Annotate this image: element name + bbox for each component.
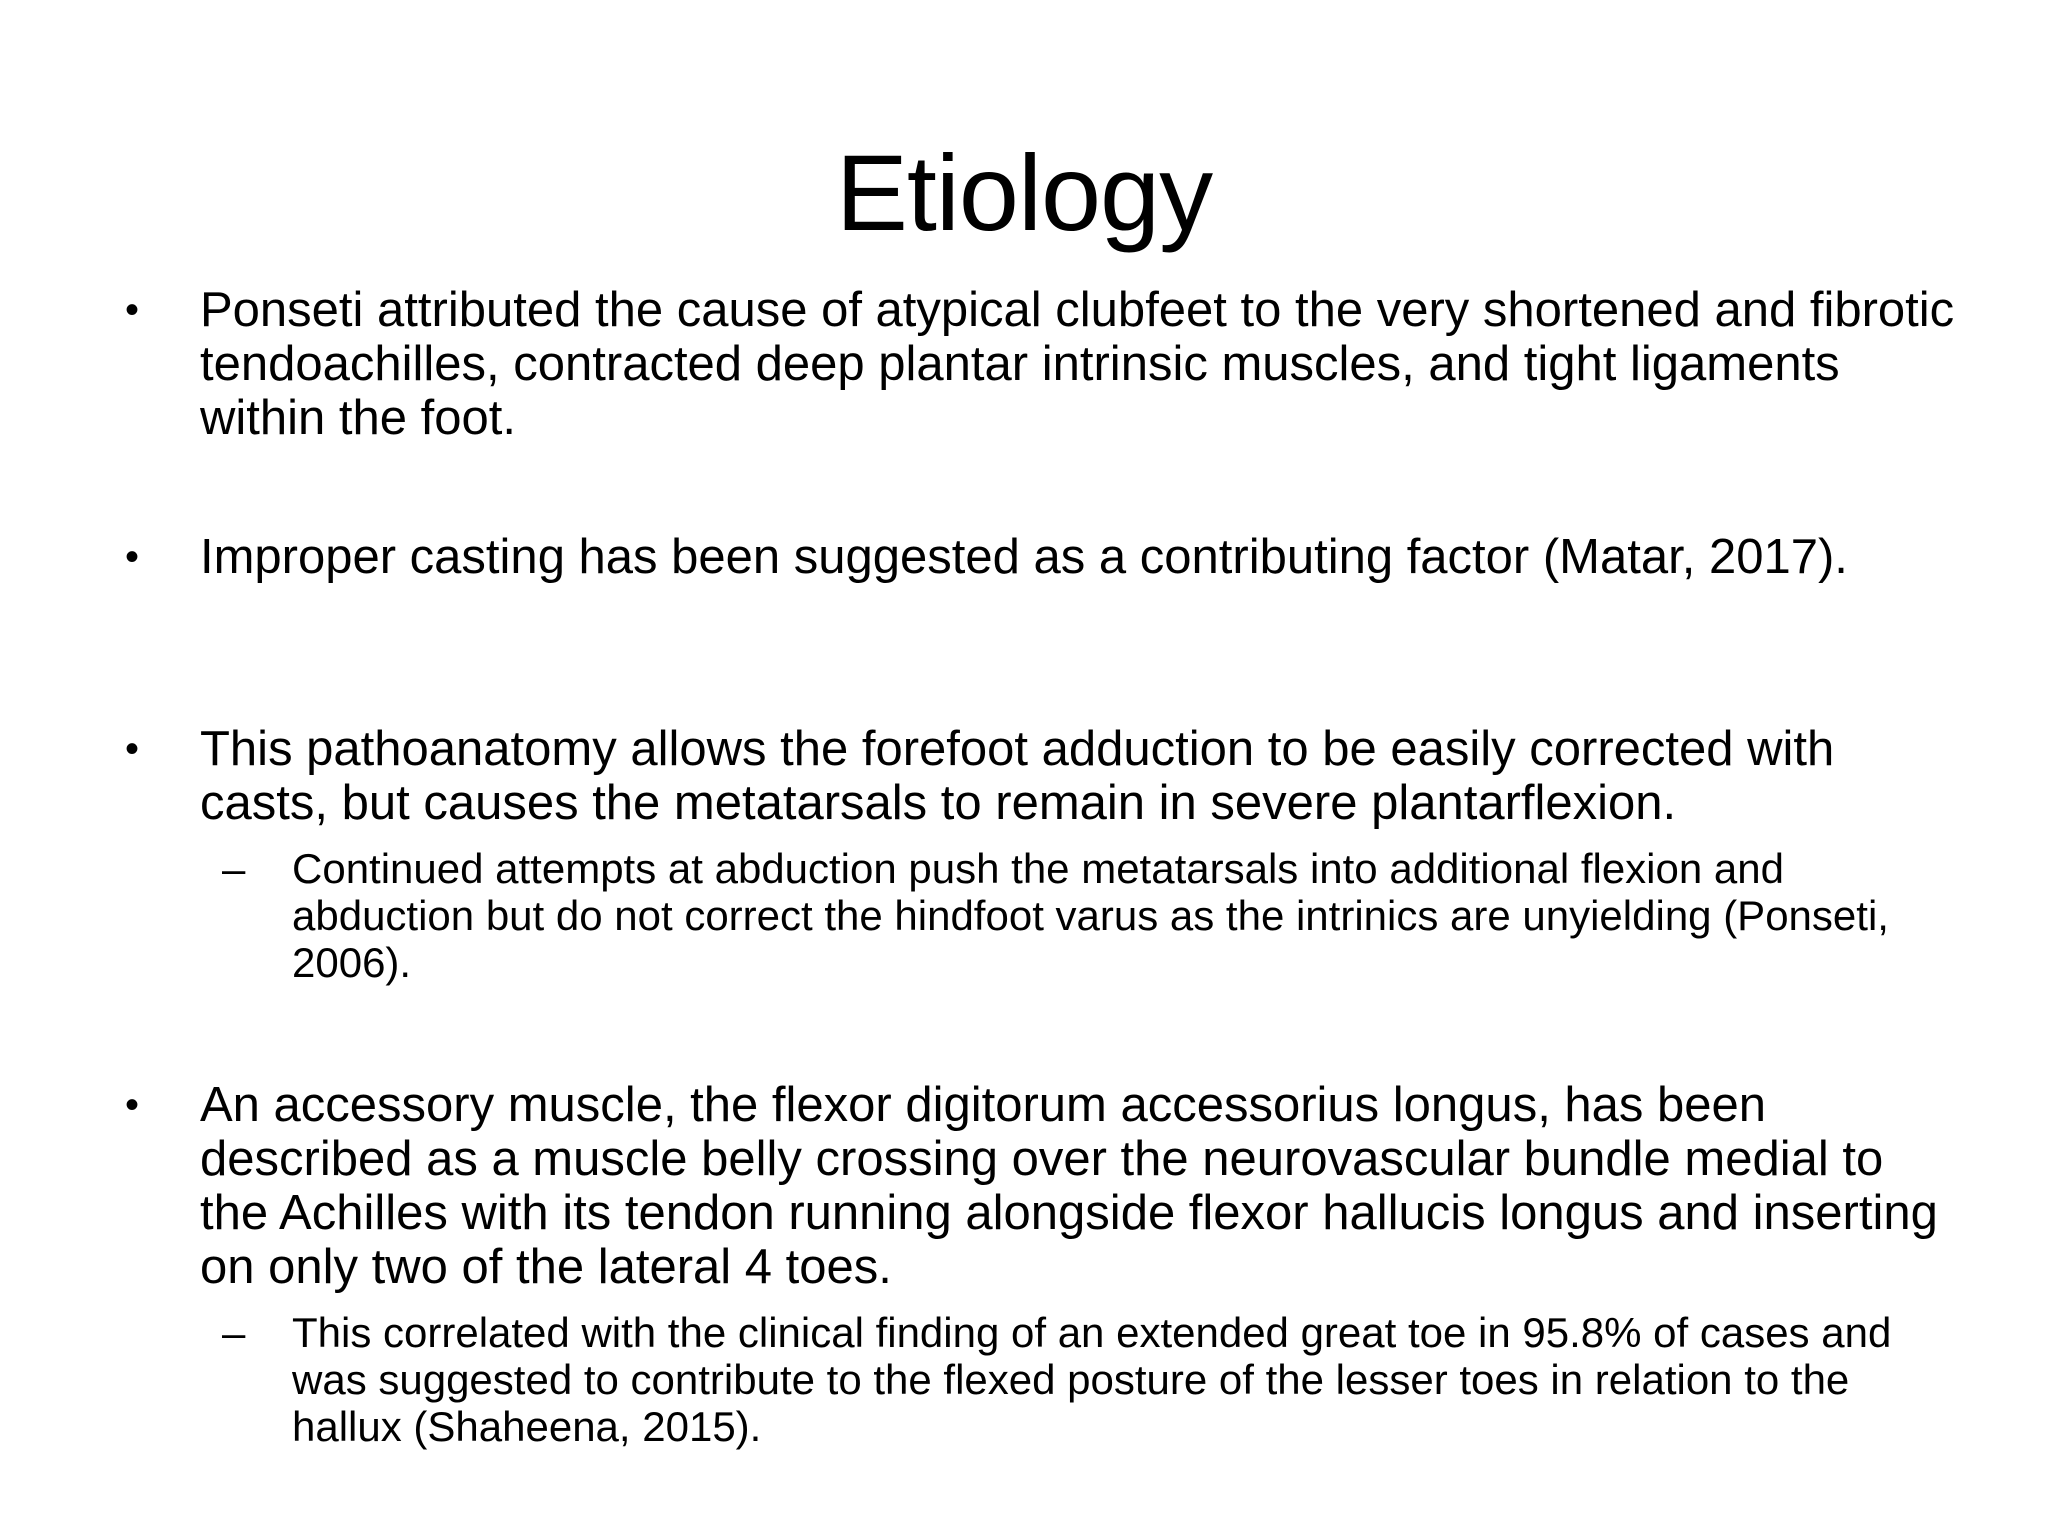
- bullet-item: [125, 722, 1960, 830]
- bullet-item: [125, 1078, 1960, 1294]
- sub-bullet-text: Continued attempts at abduction push the metatarsals into additional flexion and abduction but do not correct the hindfoot varus as the intrinics are unyielding (Ponseti, 2006).: [292, 845, 1889, 986]
- sub-bullet-marker: –: [222, 1309, 246, 1356]
- bullet-marker: •: [125, 727, 140, 771]
- bullet-text: Improper casting has been suggested as a contributing factor (Matar, 2017).: [200, 530, 1848, 584]
- sub-bullet-item: [222, 1309, 1952, 1450]
- sub-bullet-item: [222, 845, 1952, 986]
- bullet-text: An accessory muscle, the flexor digitorum accessorius longus, has been described as a muscle belly crossing over the neurovascular bundle medial to the Achilles with its tendon running alongside flexor hallucis longus and inserting on only two of the lateral 4 toes.: [200, 1078, 1938, 1294]
- bullet-marker: •: [125, 1083, 140, 1127]
- sub-bullet-marker: –: [222, 845, 246, 892]
- bullet-text: This pathoanatomy allows the forefoot adduction to be easily corrected with casts, but causes the metatarsals to remain in severe plantarflexion.: [200, 722, 1835, 830]
- slide-title: Etiology: [835, 132, 1213, 253]
- bullet-marker: •: [125, 535, 140, 579]
- bullet-item: [125, 530, 1960, 584]
- sub-bullet-text: This correlated with the clinical finding of an extended great toe in 95.8% of cases and was suggested to contribute to the flexed posture of the lesser toes in relation to the hallux (Shaheena, 2015).: [292, 1309, 1892, 1450]
- bullet-marker: •: [125, 288, 140, 332]
- bullet-item: [125, 283, 1960, 445]
- bullet-text: Ponseti attributed the cause of atypical clubfeet to the very shortened and fibrotic tendoachilles, contracted deep plantar intrinsic muscles, and tight ligaments within the foot.: [200, 283, 1955, 445]
